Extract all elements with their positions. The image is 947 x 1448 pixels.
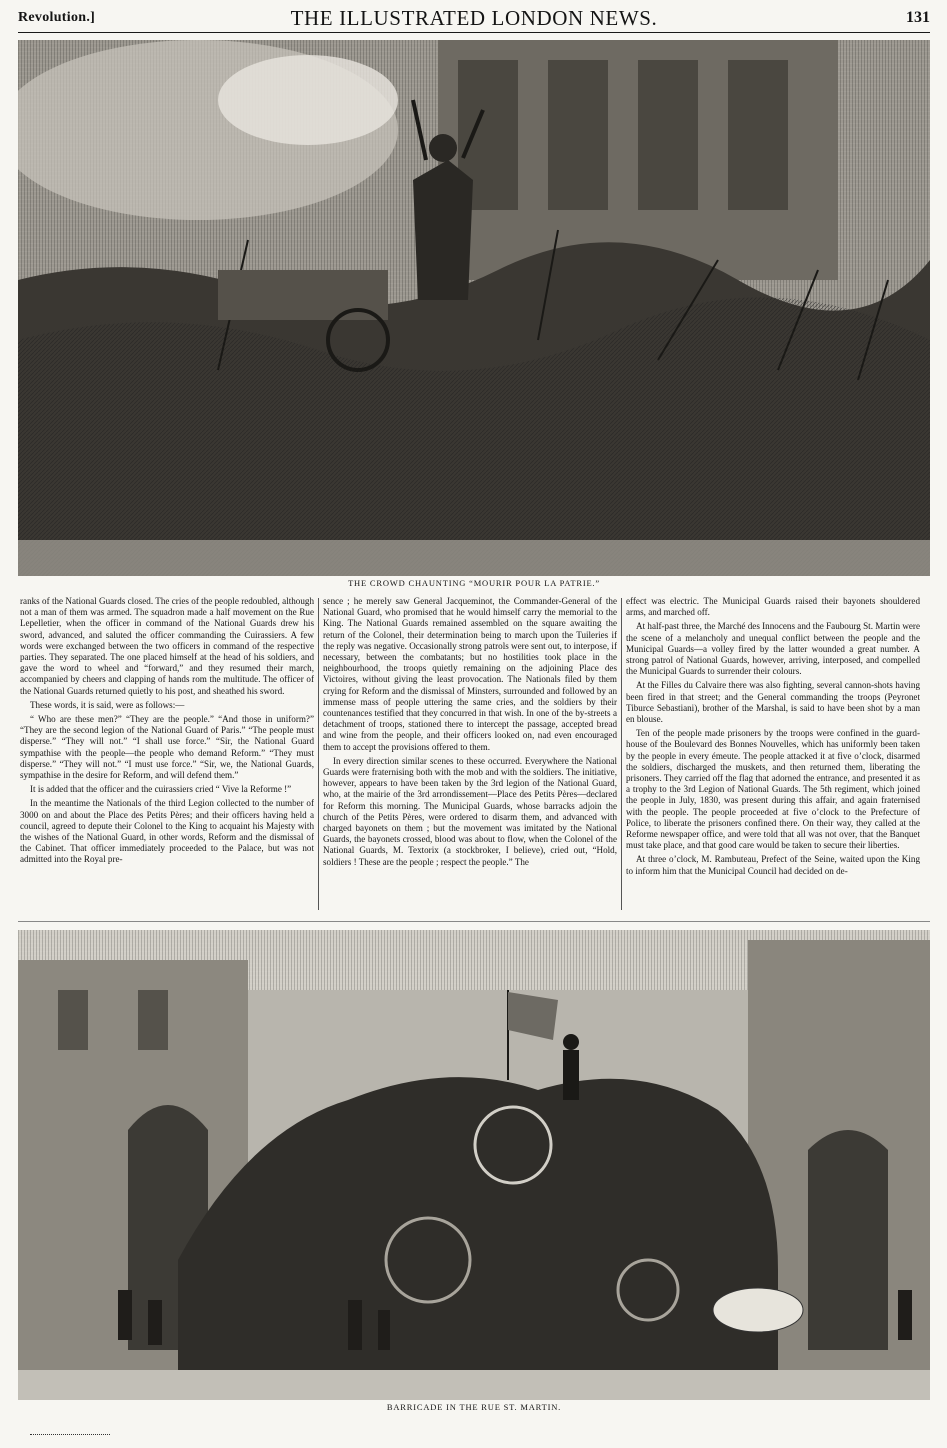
masthead	[18, 6, 930, 33]
top-illustration-caption: THE CROWD CHAUNTING “MOURIR POUR LA PATRIE.”	[348, 578, 600, 588]
bottom-illustration-caption: BARRICADE IN THE RUE ST. MARTIN.	[386, 1402, 562, 1412]
paragraph: These words, it is said, were as follows:—	[30, 699, 185, 710]
paragraph: In every direction similar scenes to these occurred. Everywhere the National Guards were fraternising both with the mob and with the soldiers. The initiative, however, appears to have been taken by the 3rd legion of the National Guard, who, at the mairie of the 3rd arrondissement—Place des Petits Pères—declared for Reform this morning. The Municipal Guards, whose barracks adjoin the church of the Petits Pères, were ordered to disarm them, and advanced with charged bayonets on them ; but the movement was imitated by the National Guards, the bayonets crossed, blood was about to flow, when the Colonel of the National Guards, M. Textorix (a stockbroker, I believe), cried out, “Hold, soldiers ! These are the people ; respect the people.” The	[323, 755, 617, 867]
paragraph: At the Filles du Calvaire there was also fighting, several cannon-shots having been fired in that street; and the General commanding the troops (Peyronet Tiburce Sebastiani), brother of the Marshal, is said to have been shot by a man en blouse.	[626, 680, 920, 725]
paragraph: It is added that the officer and the cuirassiers cried “ Vive la Reforme !”	[30, 784, 292, 795]
paragraph: Ten of the people made prisoners by the troops were confined in the guard-house of the Boulevard des Bonnes Nouvelles, which has uniformly been taken by the people in every émeute. The people attacked it at five o’clock, disarmed the soldiers, discharged the muskets, and then returned them, liberating the prisoners. They carried off the flag that adorned the entrance, and presented it as a trophy to the 3rd Legion of National Guards. The 5th regiment, which joined the people in July, 1830, was present during this affair, and again fraternised with the people. The people proceeded at five o’clock to the Prefecture of Police, to liberate the prisoners confined there. On their way, they called at the Reforme newspaper office, and were told that all was not over, that the Banquet must take place, and that good care would be taken to secure their liberties.	[626, 728, 920, 851]
paragraph: At three o’clock, M. Rambuteau, Prefect of the Seine, waited upon the King to inform him that the Municipal Council had decided on de-	[626, 854, 920, 876]
article-column-3	[626, 596, 920, 914]
article-column-2	[323, 596, 617, 914]
paragraph: ranks of the National Guards closed. The cries of the people redoubled, although not a man of them was armed. The squadron made a half movement on the Rue Lepelletier, when the officer in command of the National Guards drew his sword, advanced, and saluted the officer commanding the Cuirassiers. A few words were exchanged between the two officers in command of the respective parties. They separated. The one placed himself at the head of his soldiers, and gave the word to wheel and “forward,” and they resumed their march, accompanied by cheers and clapping of hands rom the multitude. The officer of the National Guards returned quietly to his post, and sheathed his sword.	[20, 596, 314, 696]
barricade-engraving-art	[18, 930, 930, 1400]
footer-rule	[30, 1434, 110, 1435]
paragraph: effect was electric. The Municipal Guards raised their bayonets shouldered arms, and marched off.	[626, 596, 920, 618]
paragraph: In the meantime the Nationals of the third Legion collected to the number of 3000 on and about the Place des Petits Pères; and their officers having held a council, agreed to depute their Colonel to the King to acquaint his Majesty with the wishes of the National Guard, in other words, Reform and the dismissal of the Cabinet. That officer immediately proceeded to the Palace, but was not admitted into the Royal pre-	[20, 798, 314, 865]
column-divider	[318, 598, 319, 910]
wagon	[218, 270, 388, 320]
horse	[713, 1288, 803, 1332]
paragraph: “ Who are these men?” “They are the people.” “And those in uniform?” “They are the second legion of the National Guard of Paris.” “The people must disperse.” “They will not.” “I shall use force.” “Sir, the National Guard sympathise with the people—the people who demand Reform.” “They must disperse.” “They will not.” “I must use force.” “Sir, we, the National Guards, sympathise in the desire for Reform, and will defend them.”	[20, 714, 314, 781]
crowd-engraving-art	[18, 40, 930, 576]
standing-figure	[563, 1050, 579, 1100]
central-figure	[413, 160, 473, 300]
column-divider	[621, 598, 622, 910]
barricade-engraving	[18, 930, 930, 1400]
paragraph: At half-past three, the Marché des Innocens and the Faubourg St. Martin were the scene of a melancholy and unequal conflict between the people and the Municipal Guards—a volley fired by the latter wounded a great number. A strong patrol of National Guards, however, arriving, interposed, and compelled the Municipal Guards to surrender their colours.	[626, 621, 920, 677]
crowd-engraving	[18, 40, 930, 576]
page-number: 131	[906, 9, 930, 26]
article-column-1	[20, 596, 314, 914]
newspaper-title: THE ILLUSTRATED LONDON NEWS.	[290, 6, 658, 30]
paragraph: sence ; he merely saw General Jacqueminot, the Commander-General of the National Guard, who promised that he would himself carry the memorial to the King. The National Guards remained assembled on the square awaiting the return of the Colonel, their determination being to march upon the Tuileries if the reply was negative. Occasionally strong patrols were sent out, to interpose, if necessary, between the combatants; but no hostilities took place in the neighbourhood, the troops quietly remaining on the adjoining Place des Victoires, without giving the least provocation. The Nationals filed by them crying for Reform and the dismissal of Minsters, surrounded and followed by an immense mass of people uttering the same cries, and the soldiers by their countenances testified that they concurred in that wish. In one of the by-streets a detachment of troops, stationed there to intercept the passage, accepted bread and wine from the people, and their officers looked on, nad even encouraged them to accept the provisions offered to them.	[323, 596, 617, 752]
section-label: Revolution.]	[18, 10, 96, 25]
section-divider	[18, 921, 930, 922]
